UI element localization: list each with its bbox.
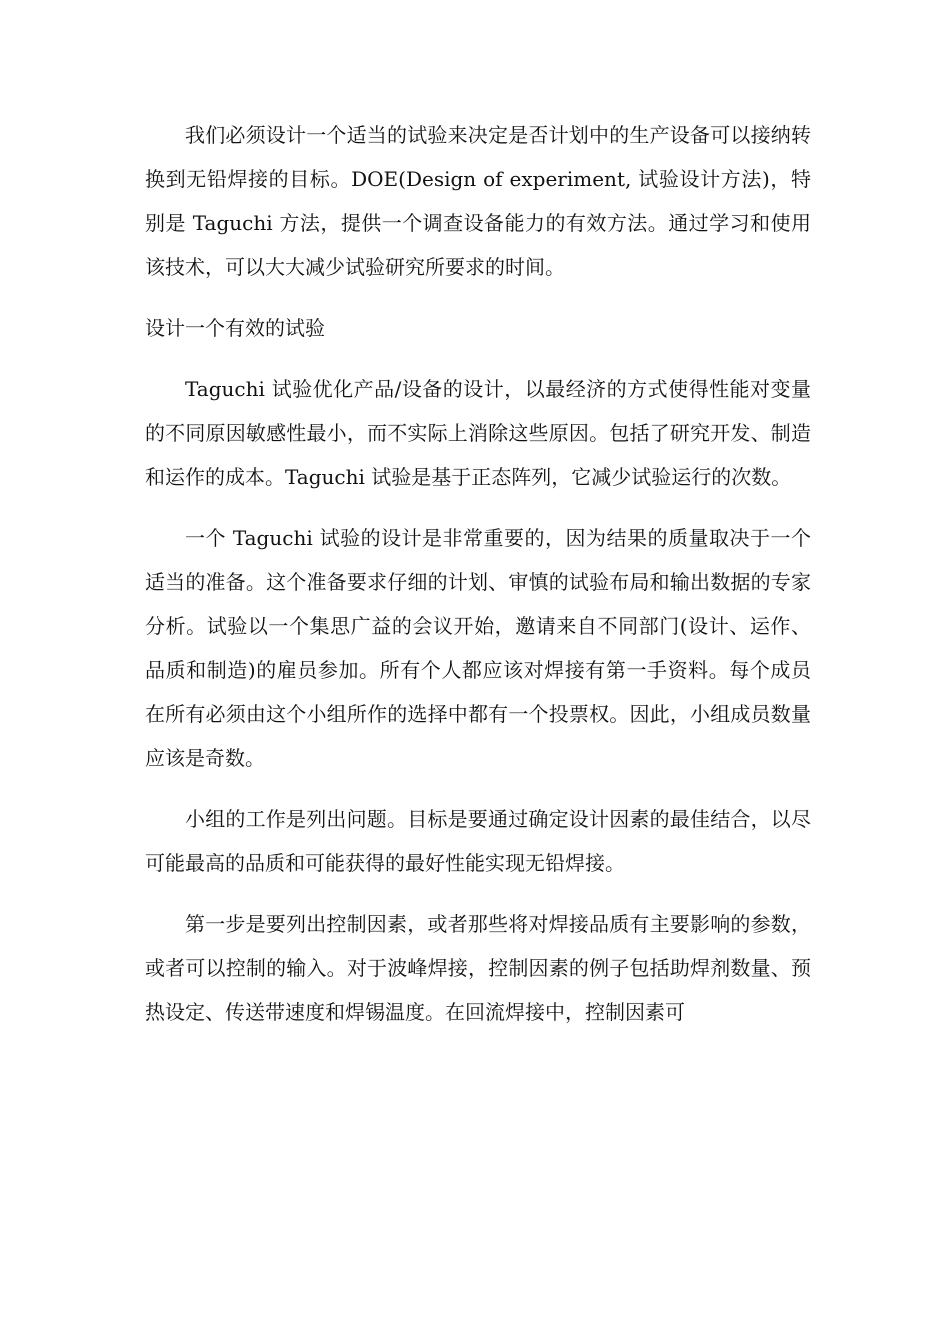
paragraph-taguchi-optimization: Taguchi 试验优化产品/设备的设计，以最经济的方式使得性能对变量的不同原因敏感性最小，而不实际上消除这些原因。包括了研究开发、制造和运作的成本。Taguchi 试验是基于正态阵列，它减少试验运行的次数。 xyxy=(145,377,811,489)
paragraph-spacer xyxy=(145,780,811,797)
paragraph-spacer xyxy=(145,289,811,306)
document-body xyxy=(145,113,811,1034)
paragraph-spacer xyxy=(145,499,811,516)
section-heading: 设计一个有效的试验 xyxy=(145,316,325,340)
paragraph-doe-intro: 我们必须设计一个适当的试验来决定是否计划中的生产设备可以接纳转换到无铅焊接的目标。DOE(Design of experiment, 试验设计方法)，特别是 Taguchi 方法，提供一个调查设备能力的有效方法。通过学习和使用该技术，可以大大减少试验研究所要求的时间。 xyxy=(145,123,811,279)
paragraph-spacer xyxy=(145,885,811,902)
paragraph-control-factors: 第一步是要列出控制因素，或者那些将对焊接品质有主要影响的参数，或者可以控制的输入。对于波峰焊接，控制因素的例子包括助焊剂数量、预热设定、传送带速度和焊锡温度。在回流焊接中，控制因素可 xyxy=(145,912,811,1024)
paragraph-spacer xyxy=(145,350,811,367)
paragraph-team-work: 小组的工作是列出问题。目标是要通过确定设计因素的最佳结合，以尽可能最高的品质和可能获得的最好性能实现无铅焊接。 xyxy=(145,807,811,875)
paragraph-taguchi-design: 一个 Taguchi 试验的设计是非常重要的，因为结果的质量取决于一个适当的准备。这个准备要求仔细的计划、审慎的试验布局和输出数据的专家分析。试验以一个集思广益的会议开始，邀请来自不同部门(设计、运作、品质和制造)的雇员参加。所有个人都应该对焊接有第一手资料。每个成员在所有必须由这个小组所作的选择中都有一个投票权。因此，小组成员数量应该是奇数。 xyxy=(145,526,811,770)
